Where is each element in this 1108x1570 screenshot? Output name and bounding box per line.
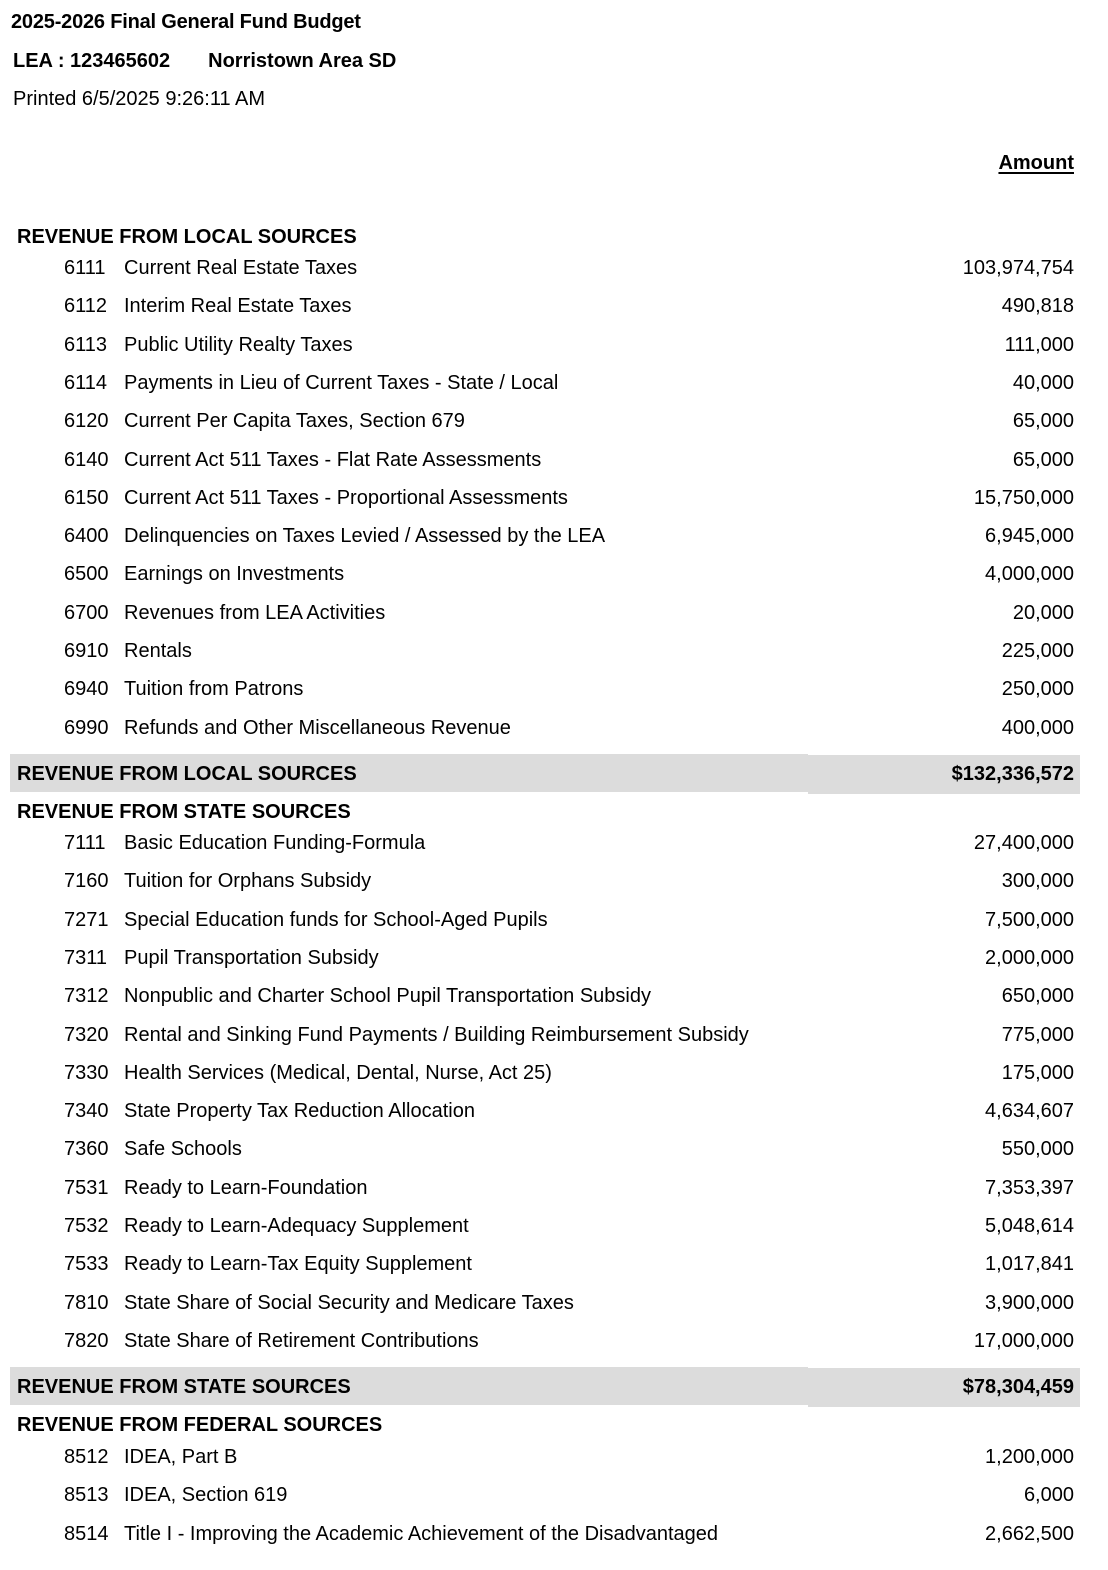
account-code: 6114	[64, 371, 108, 394]
line-item-row	[0, 640, 1108, 668]
account-description: Payments in Lieu of Current Taxes - State / Local	[124, 371, 559, 394]
line-amount: 4,634,607	[985, 1100, 1074, 1123]
line-item-row	[0, 257, 1108, 285]
account-code: 6150	[64, 486, 109, 509]
account-code: 7271	[64, 908, 109, 931]
account-code: 7311	[64, 946, 108, 969]
line-item-row	[0, 410, 1108, 438]
account-code: 7330	[64, 1061, 109, 1084]
line-item-row	[0, 1138, 1108, 1166]
account-code: 7533	[64, 1253, 109, 1276]
account-code: 7532	[64, 1215, 109, 1237]
line-amount: 27,400,000	[973, 832, 1074, 854]
section-heading-state: REVENUE FROM STATE SOURCES	[17, 801, 351, 823]
account-description: Ready to Learn-Tax Equity Supplement	[124, 1253, 472, 1276]
account-description: Interim Real Estate Taxes	[124, 295, 352, 318]
line-item-row	[0, 678, 1108, 706]
line-item-row	[0, 909, 1108, 937]
account-description: State Property Tax Reduction Allocation	[124, 1100, 475, 1123]
report-title: 2025-2026 Final General Fund Budget	[11, 11, 361, 33]
line-item-row	[0, 1330, 1108, 1358]
line-amount: 111,000	[1004, 333, 1074, 356]
line-amount: 40,000	[1012, 371, 1074, 394]
account-description: Nonpublic and Charter School Pupil Transportation Subsidy	[124, 985, 651, 1008]
line-item-row	[0, 985, 1108, 1013]
total-row-state	[10, 1367, 1080, 1407]
line-item-row	[0, 1253, 1108, 1281]
line-amount: 1,200,000	[985, 1446, 1074, 1468]
line-amount: 6,000	[1023, 1484, 1074, 1507]
line-item-row	[0, 870, 1108, 898]
account-code: 8512	[64, 1446, 109, 1468]
account-code: 7312	[64, 985, 109, 1008]
lea-id: LEA : 123465602	[13, 50, 171, 72]
line-item-row	[0, 1446, 1108, 1474]
account-description: Ready to Learn-Adequacy Supplement	[124, 1215, 469, 1237]
account-description: Current Per Capita Taxes, Section 679	[124, 410, 465, 433]
line-amount: 1,017,841	[985, 1253, 1074, 1276]
line-item-row	[0, 947, 1108, 975]
account-description: Tuition for Orphans Subsidy	[124, 870, 372, 893]
account-code: 7531	[64, 1176, 109, 1199]
line-item-row	[0, 295, 1108, 323]
account-description: Tuition from Patrons	[124, 678, 304, 701]
line-amount: 5,048,614	[985, 1215, 1074, 1237]
account-code: 6910	[64, 640, 109, 662]
account-code: 7820	[64, 1329, 109, 1352]
line-item-row	[0, 449, 1108, 477]
account-description: Health Services (Medical, Dental, Nurse, Act 25)	[124, 1061, 552, 1084]
amount-column-header: Amount	[998, 152, 1074, 174]
line-item-row	[0, 1484, 1108, 1512]
account-code: 6120	[64, 410, 109, 433]
line-amount: 7,353,397	[985, 1176, 1074, 1199]
line-item-row	[0, 1215, 1108, 1243]
account-description: Current Real Estate Taxes	[124, 257, 358, 279]
total-amount: $132,336,572	[951, 763, 1074, 785]
account-description: Rental and Sinking Fund Payments / Building Reimbursement Subsidy	[124, 1023, 749, 1046]
line-item-row	[0, 372, 1108, 400]
account-description: Refunds and Other Miscellaneous Revenue	[124, 716, 511, 739]
line-item-row	[0, 1024, 1108, 1052]
line-amount: 7,500,000	[985, 908, 1074, 931]
account-description: Earnings on Investments	[124, 563, 345, 586]
account-code: 6500	[64, 563, 109, 586]
line-item-row	[0, 525, 1108, 553]
account-code: 6112	[64, 295, 108, 318]
line-item-row	[0, 1523, 1108, 1551]
account-description: Ready to Learn-Foundation	[124, 1176, 368, 1199]
account-code: 8514	[64, 1522, 109, 1545]
total-row-local	[10, 754, 1080, 794]
total-amount: $78,304,459	[962, 1376, 1074, 1398]
lea-name: Norristown Area SD	[208, 50, 397, 72]
line-amount: 400,000	[1001, 716, 1074, 739]
account-description: Public Utility Realty Taxes	[124, 333, 353, 356]
line-amount: 2,000,000	[985, 946, 1074, 969]
section-heading-local: REVENUE FROM LOCAL SOURCES	[17, 226, 357, 248]
account-description: IDEA, Section 619	[124, 1484, 288, 1507]
account-description: IDEA, Part B	[124, 1446, 238, 1468]
line-amount: 775,000	[1001, 1023, 1074, 1046]
account-code: 7810	[64, 1291, 109, 1314]
lea-line	[13, 50, 396, 73]
account-code: 6990	[64, 716, 109, 739]
line-amount: 550,000	[1001, 1138, 1074, 1161]
line-item-row	[0, 832, 1108, 860]
account-description: Revenues from LEA Activities	[124, 601, 386, 624]
account-code: 6113	[64, 333, 108, 356]
line-item-row	[0, 1177, 1108, 1205]
line-amount: 490,818	[1001, 295, 1074, 318]
account-description: Delinquencies on Taxes Levied / Assessed by the LEA	[124, 525, 606, 548]
account-code: 6700	[64, 601, 109, 624]
account-code: 7320	[64, 1023, 109, 1046]
line-amount: 300,000	[1001, 870, 1074, 893]
line-item-row	[0, 1292, 1108, 1320]
line-amount: 2,662,500	[985, 1522, 1074, 1545]
line-amount: 6,945,000	[985, 525, 1074, 548]
account-code: 6400	[64, 525, 109, 548]
section-heading-federal: REVENUE FROM FEDERAL SOURCES	[17, 1414, 383, 1436]
line-item-row	[0, 602, 1108, 630]
line-amount: 650,000	[1001, 985, 1074, 1008]
line-amount: 65,000	[1012, 410, 1074, 433]
account-description: State Share of Social Security and Medicare Taxes	[124, 1291, 574, 1314]
account-code: 7111	[64, 832, 106, 854]
account-description: Pupil Transportation Subsidy	[124, 946, 379, 969]
account-description: Current Act 511 Taxes - Flat Rate Assessments	[124, 448, 542, 471]
account-code: 6111	[64, 257, 106, 279]
account-code: 7160	[64, 870, 109, 893]
total-label: REVENUE FROM STATE SOURCES	[17, 1376, 351, 1398]
line-amount: 20,000	[1012, 601, 1074, 624]
line-item-row	[0, 1062, 1108, 1090]
line-item-row	[0, 334, 1108, 362]
line-amount: 225,000	[1001, 640, 1074, 662]
line-item-row	[0, 563, 1108, 591]
account-code: 7340	[64, 1100, 109, 1123]
account-code: 6940	[64, 678, 109, 701]
account-code: 8513	[64, 1484, 109, 1507]
account-description: State Share of Retirement Contributions	[124, 1329, 479, 1352]
line-item-row	[0, 1100, 1108, 1128]
line-amount: 17,000,000	[973, 1329, 1074, 1352]
line-amount: 15,750,000	[973, 486, 1074, 509]
total-label: REVENUE FROM LOCAL SOURCES	[17, 763, 357, 785]
account-description: Rentals	[124, 640, 192, 662]
account-description: Special Education funds for School-Aged Pupils	[124, 908, 548, 931]
line-amount: 175,000	[1001, 1061, 1074, 1084]
line-amount: 250,000	[1001, 678, 1074, 701]
line-amount: 65,000	[1012, 448, 1074, 471]
line-item-row	[0, 487, 1108, 515]
account-description: Basic Education Funding-Formula	[124, 832, 426, 854]
account-code: 7360	[64, 1138, 109, 1161]
line-item-row	[0, 717, 1108, 745]
printed-timestamp: Printed 6/5/2025 9:26:11 AM	[13, 88, 266, 110]
account-code: 6140	[64, 448, 109, 471]
line-amount: 103,974,754	[962, 257, 1074, 279]
line-amount: 3,900,000	[985, 1291, 1074, 1314]
account-description: Current Act 511 Taxes - Proportional Assessments	[124, 486, 568, 509]
account-description: Safe Schools	[124, 1138, 242, 1161]
line-amount: 4,000,000	[985, 563, 1074, 586]
account-description: Title I - Improving the Academic Achievement of the Disadvantaged	[124, 1522, 719, 1545]
